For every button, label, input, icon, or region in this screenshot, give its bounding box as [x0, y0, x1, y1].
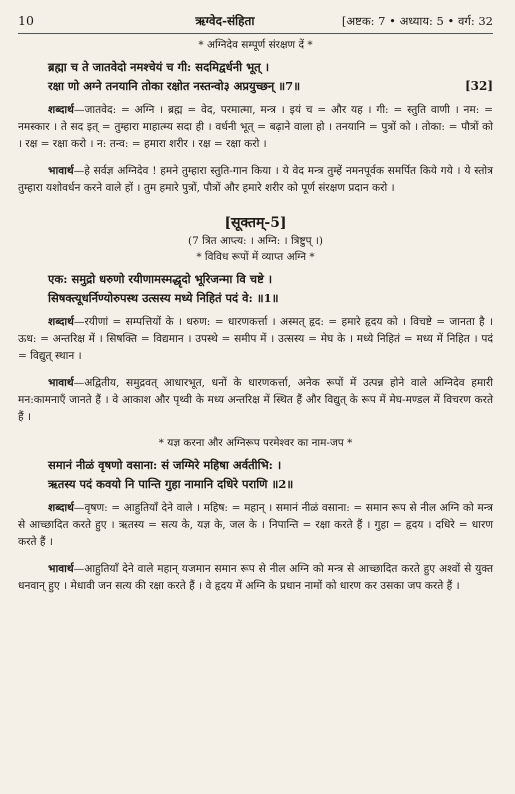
varga-number: [32] — [464, 79, 493, 93]
word-meaning-label: शब्दार्थ — [48, 316, 74, 328]
word-meaning-label: शब्दार्थ — [48, 104, 74, 116]
meaning-label: भावार्थ — [48, 377, 74, 389]
verse-line: सिषक्त्यूधर्निण्योरुपस्थ उत्सस्य मध्ये निहितं पदं वे: ॥1॥ — [48, 291, 279, 305]
meaning-text: —अद्वितीय, समुद्रवत् आधारभूत, धनों के धारणकर्त्ता, अनेक रूपों में उत्पन्न होने वाले अग्निदेव हमारी मन:कामनाएँ जानते हैं । वे आकाश और पृथ्वी के मध्य अन्तरिक्ष में स्थित हैं और विद्युत् के रूप में मेघ-मण्डल में विचरण करते हैं । — [18, 377, 493, 423]
verse-line: एक: समुद्रो धरुणो रयीणामस्मद्धृदो भूरिजन्मा वि चष्टे । — [48, 272, 273, 286]
word-meaning-paragraph — [18, 500, 493, 551]
header-rule — [18, 33, 493, 34]
verse-block — [48, 58, 493, 96]
meaning-text: —आहुतियाँ देने वाले महान् यजमान समान रूप से नील अग्नि को मन्त्र से आच्छादित करते हुए अश्वों से युक्त धनवान् हुए । मेधावी जन सत्य की रक्षा करते हैं । वे हृदय में अग्नि के प्रधान नामों को धारण कर उसका जप करते हैं । — [18, 563, 493, 592]
sukta-title: [सूक्तम्-5] — [224, 215, 287, 231]
meaning-paragraph — [18, 375, 493, 426]
verse-block — [48, 456, 493, 494]
verse-line: समानं नीळं वृषणो वसाना: सं जग्मिरे महिषा अर्वतीभि: । — [48, 458, 282, 472]
verse-block — [48, 270, 493, 308]
section-heading: * अग्निदेव सम्पूर्ण संरक्षण दें * — [198, 39, 313, 51]
meaning-text: —हे सर्वज्ञ अग्निदेव ! हमने तुम्हारा स्तुति-गान किया । ये वेद मन्त्र तुम्हें नमनपूर्वक समर्पित किये गये । ये स्तोत्र तुम्हारा यशोवर्धन करने वाले हों । तुम हमारे पुत्रों, पौत्रों और हमारे शरीर को पूर्ण संरक्षण प्रदान करो । — [18, 165, 493, 194]
meaning-paragraph — [18, 163, 493, 197]
running-header — [18, 12, 493, 32]
word-meaning-text: —वृषण: = आहुतियाँ देने वाले । महिष: = महान् । समानं नीळं वसाना: = समान रूप से नील अग्नि को मन्त्र से आच्छादित करते हुए । ऋतस्य = सत्य के, यज्ञ के, जल के । निपान्ति = रक्षा करते हैं । गुहा = हृदय । दधिरे = धारण करते हैं । — [18, 502, 493, 548]
meaning-label: भावार्थ — [48, 563, 74, 575]
page-number: 10 — [18, 13, 34, 28]
section-reference: [अष्टक: 7 • अध्याय: 5 • वर्ग: 32 — [341, 14, 493, 28]
meaning-label: भावार्थ — [48, 165, 74, 177]
word-meaning-paragraph — [18, 314, 493, 365]
word-meaning-paragraph — [18, 102, 493, 153]
book-title: ऋग्वेद-संहिता — [195, 14, 255, 28]
verse-line-row — [48, 77, 493, 96]
word-meaning-text: —रयीणां = सम्पत्तियों के । धरुण: = धारणकर्त्ता । अस्मत् हृद: = हमारे हृदय को । विचष्टे = जानता है । ऊध: = अन्तरिक्ष में । सिषक्ति = विद्यमान । उपस्थे = समीप में । उत्सस्य = मेघ के । मध्ये निहितं = मध्य में निहित । पदं = विद्युत् स्थान । — [18, 316, 493, 362]
verse-line: रक्षा णो अग्ने तनयानि तोका रक्षोत नस्तन्वो३ अप्रयुच्छन् ॥7॥ — [48, 79, 301, 93]
word-meaning-text: —जातवेद: = अग्नि । ब्रह्म = वेद, परमात्मा, मन्त्र । इयं च = और यह । गी: = स्तुति वाणी । नम: = नमस्कार । ते सद इत् = तुम्हारा माहात्म्य सदा ही । वर्धनी भूत् = बढ़ाने वाला हो । तनयानि = पुत्रों को । तोका: = पौत्रों को । रक्ष = रक्षा करो । न: तन्व: = हमारा शरीर । रक्ष = रक्षा करो । — [18, 104, 493, 150]
section-heading: * विविध रूपों में व्याप्त अग्नि * — [196, 251, 315, 263]
verse-line: ब्रह्मा च ते जातवेदो नमश्चेयं च गी: सदमिद्वर्धनी भूत् । — [48, 60, 270, 74]
meaning-paragraph — [18, 561, 493, 595]
sukta-subtitle: (7 त्रित आप्त्य: । अग्नि: । त्रिष्टुप् ।) — [188, 235, 323, 247]
word-meaning-label: शब्दार्थ — [48, 502, 74, 514]
section-heading: * यज्ञ करना और अग्निरूप परमेश्वर का नाम-जप * — [158, 437, 353, 449]
verse-line: ऋतस्य पदं कवयो नि पान्ति गुहा नामानि दधिरे पराणि ॥2॥ — [48, 477, 294, 491]
